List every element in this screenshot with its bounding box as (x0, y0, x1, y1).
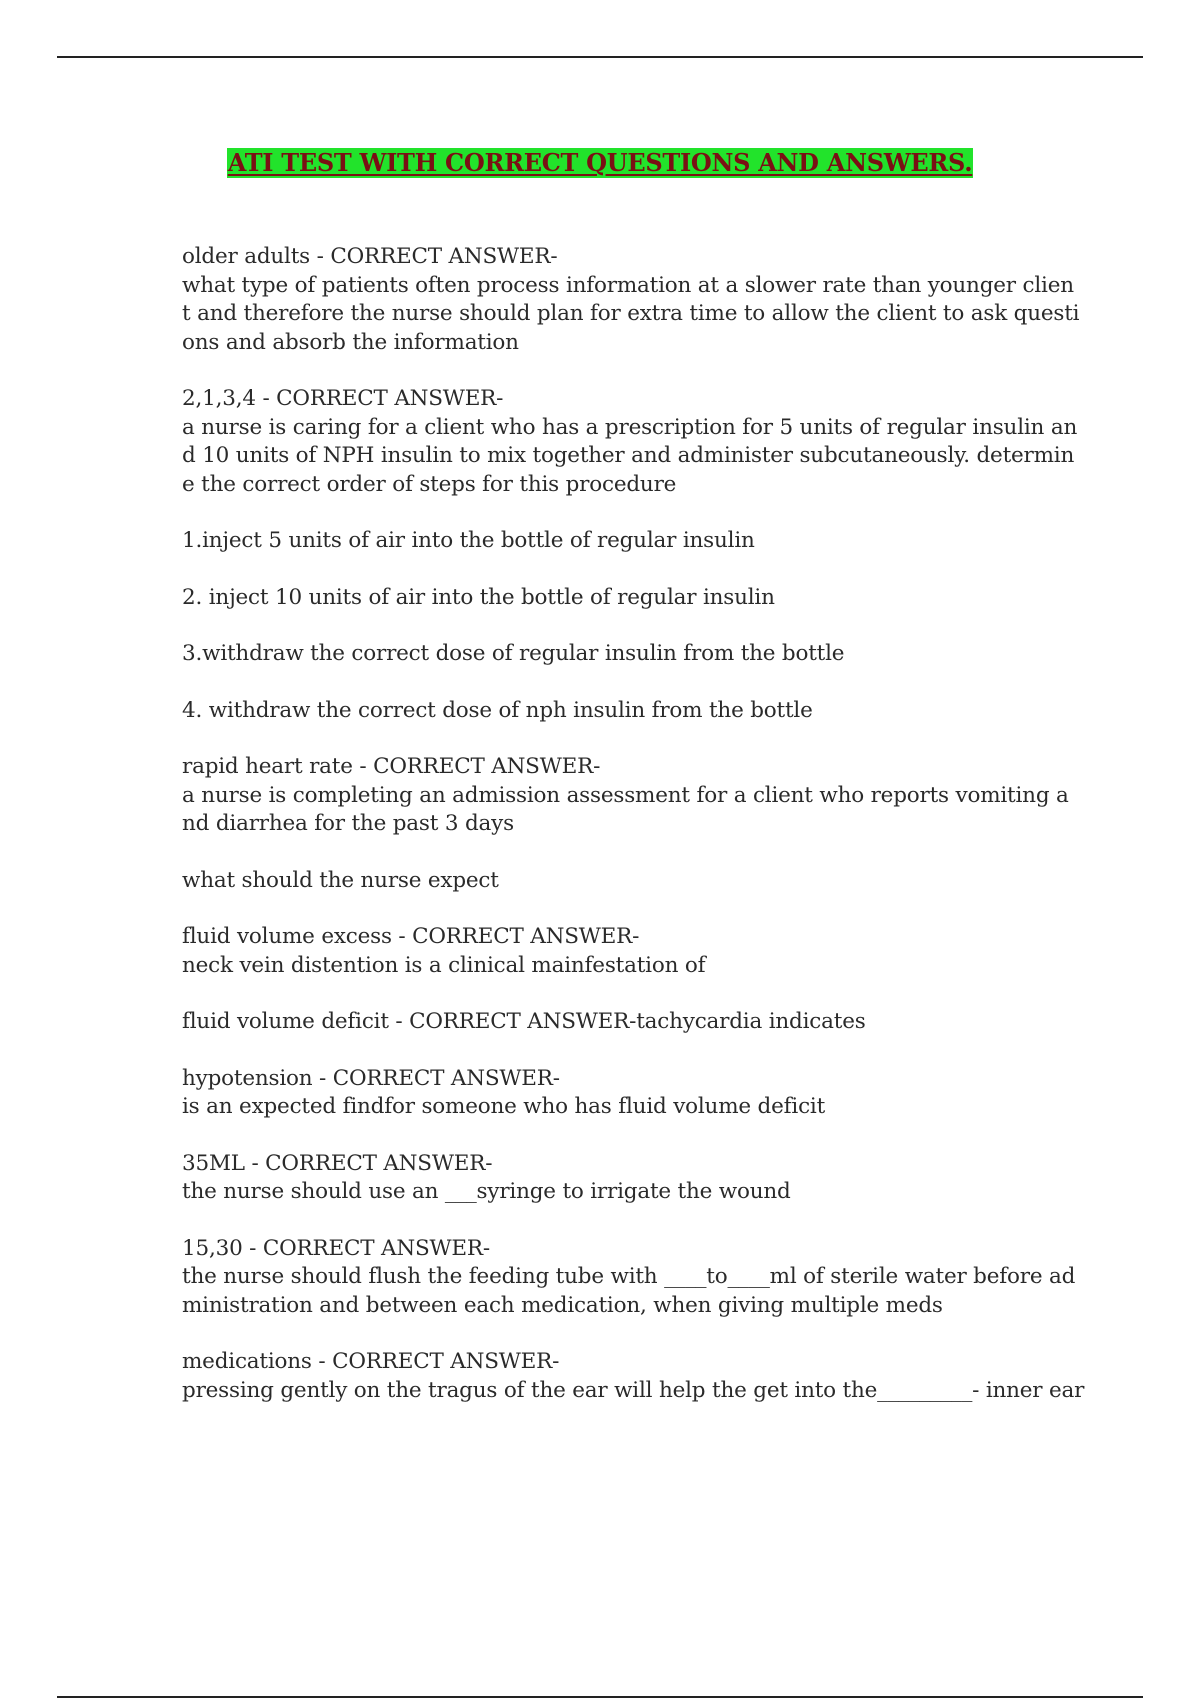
qa-paragraph (182, 1065, 1062, 1122)
text-line: t and therefore the nurse should plan for extra time to allow the client to ask questi (182, 301, 1080, 326)
answer-line: 3.withdraw the correct dose of regular insulin from the bottle (182, 641, 845, 666)
paragraph-gap (182, 1122, 1062, 1150)
answer-line: older adults - CORRECT ANSWER- (182, 244, 558, 269)
answer-line: medications - CORRECT ANSWER- (182, 1349, 560, 1374)
text-line: the nurse should use an ___syringe to irrigate the wound (182, 1179, 791, 1204)
document-body (182, 243, 1085, 1405)
text-line: pressing gently on the tragus of the ear will help the get into the_________- inner ear (182, 1377, 1085, 1403)
text-line: a nurse is caring for a client who has a prescription for 5 units of regular insulin an (182, 414, 1078, 440)
qa-paragraph (182, 243, 1080, 357)
text-line: the nurse should flush the feeding tube with ____to____ml of sterile water before ad (182, 1264, 1076, 1289)
title-container (0, 148, 1200, 178)
qa-paragraph (182, 584, 1062, 613)
paragraph-gap (182, 499, 1062, 527)
qa-paragraph (182, 385, 1078, 499)
document-title: ATI TEST WITH CORRECT QUESTIONS AND ANSWERS. (227, 148, 973, 177)
text-line: nd diarrhea for the past 3 days (182, 811, 514, 836)
paragraph-gap (182, 357, 1062, 385)
qa-paragraph (182, 640, 1062, 669)
answer-line: what should the nurse expect (182, 867, 499, 893)
qa-paragraph (182, 527, 1062, 556)
answer-line: 4. withdraw the correct dose of nph insulin from the bottle (182, 697, 813, 723)
qa-paragraph (182, 1235, 1076, 1321)
text-line: is an expected findfor someone who has fluid volume deficit (182, 1094, 826, 1119)
paragraph-gap (182, 1207, 1062, 1235)
paragraph-gap (182, 725, 1062, 753)
answer-line: fluid volume excess - CORRECT ANSWER- (182, 924, 640, 949)
text-line: ons and absorb the information (182, 329, 519, 355)
paragraph-gap (182, 839, 1062, 867)
answer-line: hypotension - CORRECT ANSWER- (182, 1065, 560, 1091)
paragraph-gap (182, 612, 1062, 640)
qa-paragraph (182, 1348, 1085, 1405)
paragraph-gap (182, 1037, 1062, 1065)
paragraph-gap (182, 980, 1062, 1008)
text-line: what type of patients often process information at a slower rate than younger clien (182, 272, 1074, 298)
answer-line: 2. inject 10 units of air into the bottle of regular insulin (182, 584, 775, 610)
paragraph-gap (182, 669, 1062, 697)
text-line: e the correct order of steps for this procedure (182, 471, 677, 497)
text-line: d 10 units of NPH insulin to mix together and administer subcutaneously. determin (182, 443, 1075, 468)
qa-paragraph (182, 923, 1062, 980)
qa-paragraph (182, 1008, 1062, 1037)
qa-paragraph (182, 1150, 1062, 1207)
text-line: ministration and between each medication, when giving multiple meds (182, 1292, 943, 1318)
paragraph-gap (182, 1320, 1062, 1348)
answer-line: 15,30 - CORRECT ANSWER- (182, 1235, 490, 1261)
text-line: neck vein distention is a clinical mainfestation of (182, 952, 706, 978)
answer-line: rapid heart rate - CORRECT ANSWER- (182, 754, 601, 779)
answer-line: 2,1,3,4 - CORRECT ANSWER- (182, 386, 504, 411)
paragraph-gap (182, 556, 1062, 584)
paragraph-gap (182, 895, 1062, 923)
text-line: a nurse is completing an admission assessment for a client who reports vomiting a (182, 782, 1069, 808)
answer-line: fluid volume deficit - CORRECT ANSWER-tachycardia indicates (182, 1009, 866, 1034)
qa-paragraph (182, 753, 1069, 839)
answer-line: 35ML - CORRECT ANSWER- (182, 1150, 493, 1176)
answer-line: 1.inject 5 units of air into the bottle of regular insulin (182, 528, 755, 553)
header-rule (57, 56, 1143, 58)
qa-paragraph (182, 867, 1062, 896)
qa-paragraph (182, 697, 1062, 726)
footer-rule (57, 1696, 1143, 1698)
